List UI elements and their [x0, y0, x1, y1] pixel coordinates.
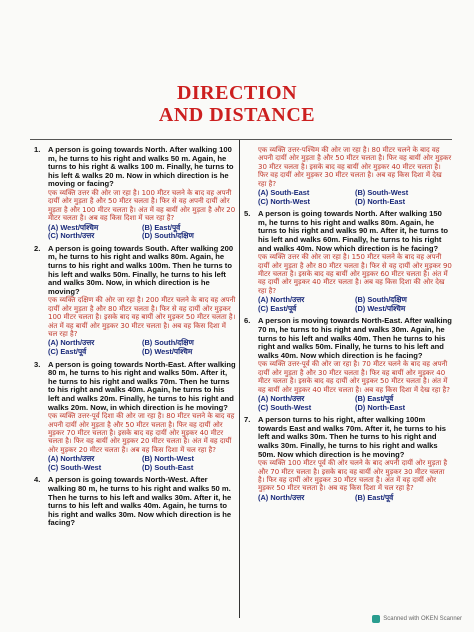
question-hindi: एक व्यक्ति उत्तर की ओर जा रहा है। 100 मीटर चलने के बाद वह अपनी दायीं ओर मुड़ता है और 50 मीटर चलता है। फिर से वह अपनी दायीं ओर मुड़ता है और 100 मीटर चलता है। अंत में वह बायीं ओर मुड़ता है और 20 मीटर चलता है। अब वह किस दिशा में चल रहा है? [48, 188, 236, 223]
options-list [258, 395, 452, 412]
answer-option: (C) South-West [258, 402, 312, 412]
question-number: 1. [34, 145, 41, 154]
answer-option: (C) North-West [258, 196, 311, 206]
question-hindi: एक व्यक्ति उत्तर-पश्चिम की ओर जा रहा है। 80 मीटर चलने के बाद वह अपनी दायीं ओर मुड़ता है और 50 मीटर चलता है। फिर वह बायीं ओर मुड़कर 30 मीटर चलता है। इसके बाद वह बायीं ओर मुड़कर 40 मीटर चलता है। फिर वह दायीं ओर मुड़कर 30 मीटर चलता है। अब वह किस दिशा में देख रहा है? [258, 146, 452, 188]
question-number: 3. [34, 359, 41, 369]
answer-option: (B) East/पूर्व [142, 222, 181, 232]
answer-option: (A) West/पश्चिम [48, 222, 99, 232]
answer-option: (A) North/उत्तर [48, 338, 95, 348]
answer-option: (D) North-East [355, 196, 406, 206]
question-item [34, 476, 236, 528]
answer-option: (A) North/उत्तर [258, 295, 305, 305]
footer-text: Scanned with OKEN Scanner [383, 616, 462, 622]
question-english: A person is going towards North-East. After walking 80 m, he turns to his right and walks 50m. After it, he turns to his right and walks 70m. Then he turns to his right and walks 40m. Again, he turns to his left and walks 20m. Finally, he turns to his right and walks 20m. Now, in which direction is he moving? [48, 359, 236, 412]
question-english: A person turns to his right, after walking 100m towards East and walks 70m. After it, he turns to his left and walks 30m. Then he turns to his right and walks 30m. Finally, he turns to his right and walks 50m. Now which direction is he moving? [258, 415, 446, 459]
answer-option: (C) East/पूर्व [48, 346, 87, 356]
question-number: 2. [34, 243, 41, 253]
options-list [258, 494, 452, 503]
answer-option: (D) West/पश्चिम [355, 303, 406, 313]
answer-option: (D) West/पश्चिम [142, 346, 193, 356]
answer-option: (B) South/दक्षिण [142, 338, 194, 348]
answer-option: (B) East/पूर्व [355, 394, 394, 403]
options-list [48, 224, 236, 241]
question-item [34, 361, 236, 473]
question-english: A person is going towards South. After walking 200 m, he turns to his right and walks 80m. Again, he turns to his right and walks 100m. Then he turns to his left and walks 50m. Finally, he turns to his left and walks 30m. Now, in which direction is he moving? [48, 243, 234, 296]
question-item [244, 146, 452, 206]
question-english: A person is moving towards North-East. After walking 70 m, he turns to his right and walks 30m. Again, he turns to his left and walks 40m. Then he turns to his right and walks 50m. Finally, he turns to his left and walks 40m. Now which direction is he facing? [258, 316, 452, 360]
right-column [244, 146, 452, 506]
options-list [48, 339, 236, 356]
question-item [244, 317, 452, 412]
question-item [244, 416, 452, 502]
answer-option: (A) South-East [258, 188, 310, 198]
question-hindi: एक व्यक्ति उत्तर की ओर जा रहा है। 150 मीटर चलने के बाद वह अपनी दायीं ओर मुड़ता है और 80 मीटर चलता है। फिर से वह दायीं ओर मुड़कर 90 मीटर चलता है। इसके बाद वह बायीं ओर मुड़कर 60 मीटर चलता है। अंत में वह दायीं ओर मुड़कर 40 मीटर चलता है। अब वह किस दिशा की ओर देख रहा है? [258, 253, 452, 295]
question-item [34, 146, 236, 241]
options-list [258, 296, 452, 313]
column-divider [239, 140, 240, 618]
answer-option: (B) North-West [142, 454, 195, 464]
question-hindi: एक व्यक्ति दक्षिण की ओर जा रहा है। 200 मीटर चलने के बाद वह अपनी दायीं ओर मुड़ता है और 80 मीटर चलता है। फिर से वह दायीं ओर मुड़कर 100 मीटर चलता है। इसके बाद वह बायीं ओर मुड़कर 50 मीटर चलता है। अंत में वह बायीं ओर मुड़कर 30 मीटर चलता है। अब वह किस दिशा में चल रहा है? [48, 296, 236, 338]
scanner-logo-icon [372, 615, 380, 623]
question-item [34, 245, 236, 357]
answer-option: (D) North-East [355, 402, 406, 412]
title-line-1: DIRECTION [176, 82, 298, 104]
question-number: 5. [244, 209, 251, 219]
answer-option: (C) South-West [48, 462, 102, 472]
title-line-2: AND DISTANCE [158, 104, 316, 126]
answer-option: (C) East/पूर्व [258, 303, 297, 313]
answer-option: (B) South/दक्षिण [355, 295, 407, 305]
answer-option: (B) East/पूर्व [355, 492, 394, 502]
answer-option: (B) South-West [355, 188, 409, 198]
question-hindi: एक व्यक्ति उत्तर-पूर्व की ओर जा रहा है। 70 मीटर चलने के बाद वह अपनी दायीं ओर मुड़ता है और 30 मीटर चलता है। फिर वह बायीं ओर मुड़कर 40 मीटर चलता है। इसके बाद वह दायीं ओर मुड़कर 50 मीटर चलता है। अंत में वह बायीं ओर मुड़कर 40 मीटर चलता है। अब वह किस दिशा में देख रहा है? [258, 360, 450, 394]
answer-option: (A) North/उत्तर [48, 454, 95, 464]
top-rule [30, 139, 452, 140]
question-number: 7. [244, 415, 251, 425]
answer-option: (D) South/दक्षिण [142, 231, 194, 241]
scanner-footer [372, 615, 462, 623]
left-column [34, 146, 236, 532]
answer-option: (A) North/उत्तर [258, 492, 305, 502]
question-item [244, 210, 452, 313]
question-number: 6. [244, 316, 251, 326]
question-english: A person is going towards North. After walking 150 m, he turns to his right and walks 80m. Again, he turns to his right and walks 90 m. After it, he turns to his left and walks 60m. Finally, he turns to his right and walks 40m. Now which direction is he facing? [258, 209, 449, 253]
question-english: A person is going towards North-West. After walking 80 m, he turns to his right and walks 50 m. Then he turns to his left and walks 30m. After it, he turns to his left and walks 40m. Again, he turns to his right and walks 30m. Now which direction is he facing? [48, 475, 232, 528]
question-english: A person is going towards North. After walking 100 m, he turns to his right and walks 50 m. Again, he turns to his right & walks 100 m. Finally, he turns to his left & walks 20 m. Now in which direction is he moving or facing? [48, 145, 234, 189]
question-number: 4. [34, 475, 41, 485]
question-hindi: एक व्यक्ति 100 मीटर पूर्व की ओर चलने के बाद अपनी दायीं ओर मुड़ता है और 70 मीटर चलता है। इसके बाद वह बायीं ओर मुड़कर 30 मीटर चलता है। फिर वह दायीं ओर मुड़कर 30 मीटर चलता है। अंत में वह दायीं ओर मुड़कर 50 मीटर चलता है। अब वह किस दिशा में चल रहा है? [258, 459, 448, 493]
options-list [48, 455, 236, 472]
answer-option: (C) North/उत्तर [48, 231, 95, 241]
question-hindi: एक व्यक्ति उत्तर-पूर्व दिशा की ओर जा रहा है। 80 मीटर चलने के बाद वह अपनी दायीं ओर मुड़ता है और 50 मीटर चलता है। फिर वह दायीं ओर मुड़कर 70 मीटर चलता है। इसके बाद वह दायीं ओर मुड़कर 40 मीटर चलता है। फिर वह बायीं ओर मुड़कर 20 मीटर चलता है। अंत में वह दायीं ओर मुड़कर 20 मीटर चलता है। अब वह किस दिशा में चल रहा है? [48, 412, 235, 454]
options-list [258, 189, 452, 206]
answer-option: (D) South-East [142, 462, 194, 472]
answer-option: (A) North/उत्तर [258, 394, 305, 403]
